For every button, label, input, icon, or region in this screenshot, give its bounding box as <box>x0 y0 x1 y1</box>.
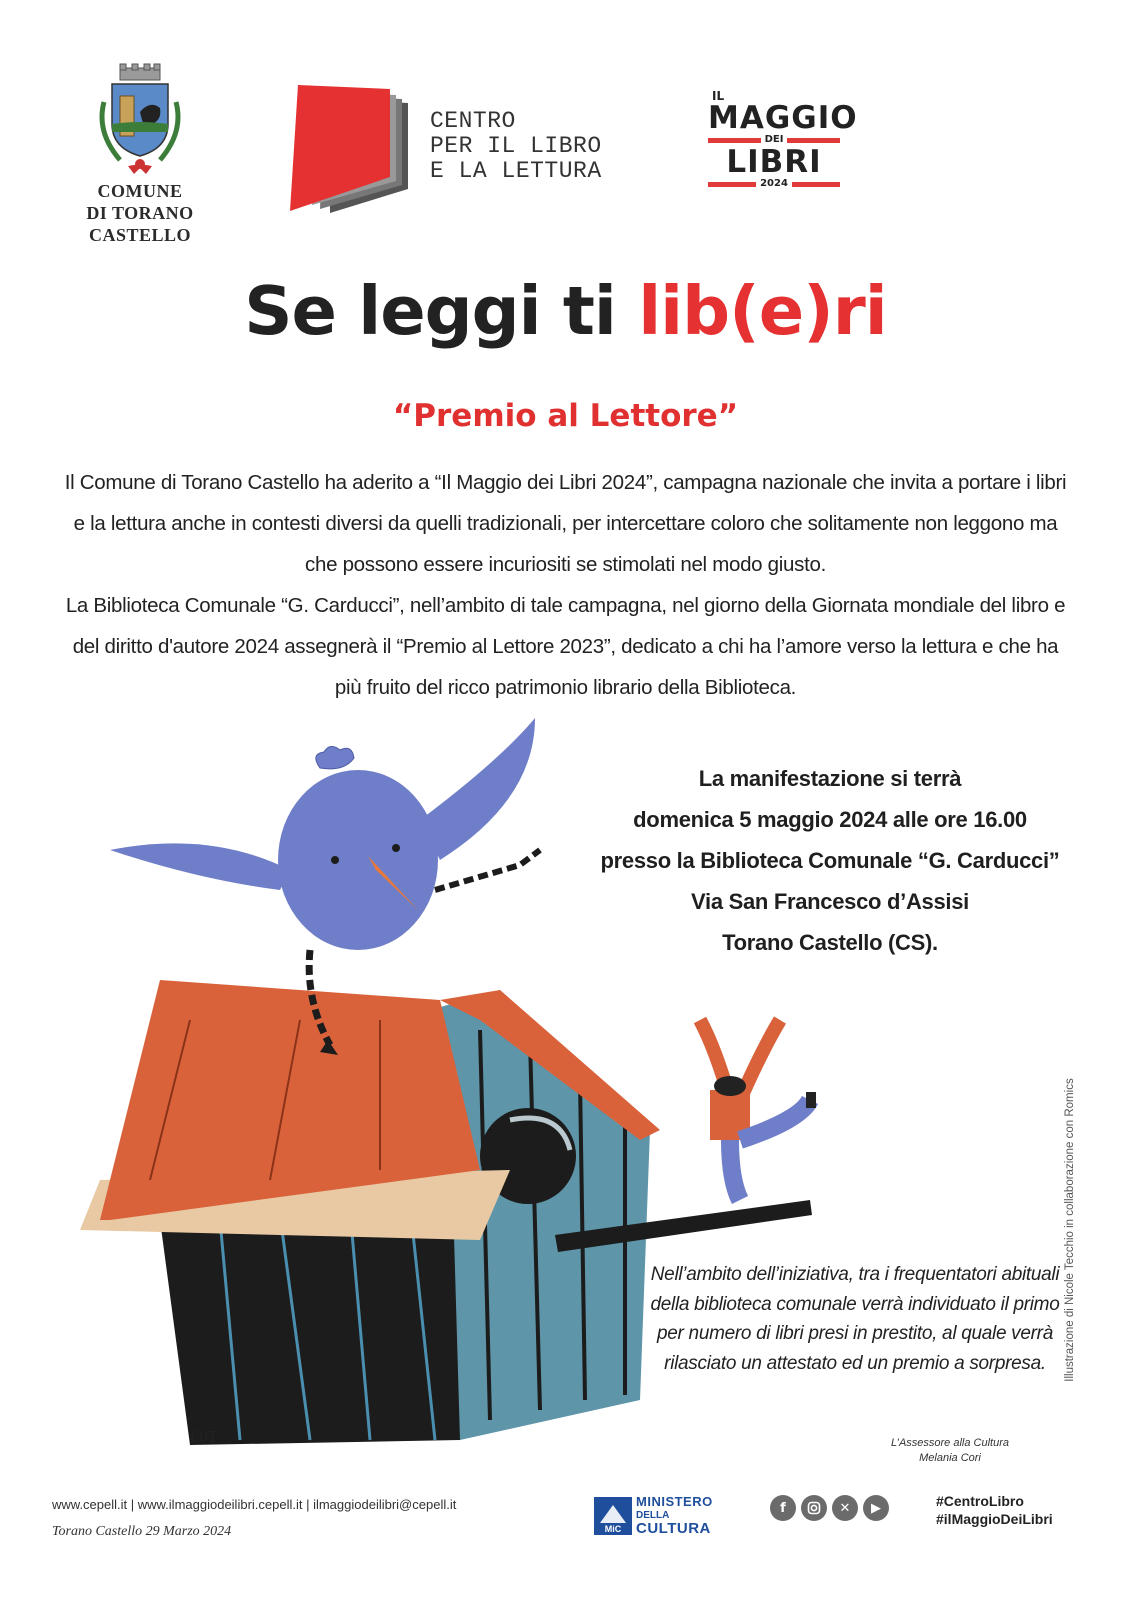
comune-line2: DI TORANO CASTELLO <box>86 203 194 245</box>
hashtags <box>936 1492 1053 1528</box>
ministero-line2: DELLA <box>636 1509 670 1521</box>
cepell-line3: E LA LETTURA <box>430 158 602 184</box>
ministero-name <box>636 1495 713 1536</box>
initiative-note: Nell’ambito dell’iniziativa, tra i frequentatori abituali della biblioteca comunale verrà individuato il primo per numero di libri presi in prestito, al quale verrà rilasciato un attestato ed un premio a sorpresa. <box>650 1264 1060 1374</box>
comune-logo <box>40 62 240 246</box>
intro-text <box>60 462 1071 708</box>
main-title <box>0 272 1131 350</box>
comune-line1: COMUNE <box>97 181 183 201</box>
x-icon[interactable]: ✕ <box>832 1495 858 1521</box>
subtitle: “Premio al Lettore” <box>392 398 739 434</box>
event-line-3: presso la Biblioteca Comunale “G. Carducci” <box>600 848 1060 873</box>
event-line-4: Via San Francesco d’Assisi <box>691 889 969 914</box>
intro-paragraph-2: La Biblioteca Comunale “G. Carducci”, nell’ambito di tale campagna, nel giorno della Giornata mondiale del libro e del diritto d'autore 2024 assegnerà il “Premio al Lettore 2023”, dedicato a chi ha l’amore verso la lettura e che ha più fruito del ricco patrimonio librario della Biblioteca. <box>65 594 1066 699</box>
signature-role: L’Assessore alla Cultura <box>890 1437 1009 1449</box>
signature <box>880 1436 1020 1466</box>
cepell-line2: PER IL LIBRO <box>430 133 602 159</box>
instagram-icon[interactable] <box>801 1495 827 1521</box>
title-accent: lib(e)ri <box>638 272 887 350</box>
cepell-name <box>430 109 602 184</box>
event-line-1: La manifestazione si terrà <box>698 766 962 791</box>
intro-paragraph-1: Il Comune di Torano Castello ha aderito a “Il Maggio dei Libri 2024”, campagna nazionale che invita a portare i libri e la lettura anche in contesti diversi da quelli tradizionali, per intercettare coloro che solitamente non leggono ma che possono essere incuriositi se stimolati nel modo giusto. <box>64 471 1067 576</box>
maggio-word: MAGGIO <box>708 100 858 136</box>
svg-text:MiC: MiC <box>604 1524 622 1534</box>
book-stack-icon <box>290 85 415 217</box>
event-details <box>580 758 1080 963</box>
hashtag-maggiodeilibri[interactable]: #ilMaggioDeiLibri <box>936 1511 1053 1527</box>
maggio-dei: DEI <box>764 134 784 145</box>
event-line-5: Torano Castello (CS). <box>722 930 938 955</box>
maggio-year: 2024 <box>760 178 788 189</box>
illustration-credit-text: Illustrazione di Nicole Tecchio in collaborazione con Romics <box>1064 1078 1076 1382</box>
footer-date: Torano Castello 29 Marzo 2024 <box>52 1524 232 1539</box>
illustration-signature: COI <box>190 1428 218 1446</box>
cepell-logo <box>290 85 650 220</box>
illustration-credit <box>1060 1040 1080 1420</box>
facebook-icon[interactable]: f <box>770 1495 796 1521</box>
signature-name: Melania Cori <box>919 1452 981 1464</box>
ministero-line3: CULTURA <box>636 1520 711 1537</box>
title-prefix: Se leggi ti <box>244 272 639 350</box>
event-line-2: domenica 5 maggio 2024 alle ore 16.00 <box>633 807 1027 832</box>
youtube-icon[interactable]: ▶ <box>863 1495 889 1521</box>
mic-badge <box>594 1497 632 1535</box>
footer-links[interactable]: www.cepell.it | www.ilmaggiodeilibri.cepell.it | ilmaggiodeilibri@cepell.it <box>52 1497 457 1512</box>
maggio-dei-libri-logo <box>708 89 858 190</box>
maggio-il: IL <box>712 89 725 103</box>
maggio-libri: LIBRI <box>726 144 822 180</box>
ministero-line1: MINISTERO <box>636 1494 713 1509</box>
crest-icon <box>90 62 190 180</box>
hashtag-centrolibro[interactable]: #CentroLibro <box>936 1493 1024 1509</box>
comune-name <box>40 180 240 246</box>
ministero-cultura-logo <box>594 1495 724 1539</box>
cepell-line1: CENTRO <box>430 108 516 134</box>
social-icons <box>770 1495 889 1521</box>
